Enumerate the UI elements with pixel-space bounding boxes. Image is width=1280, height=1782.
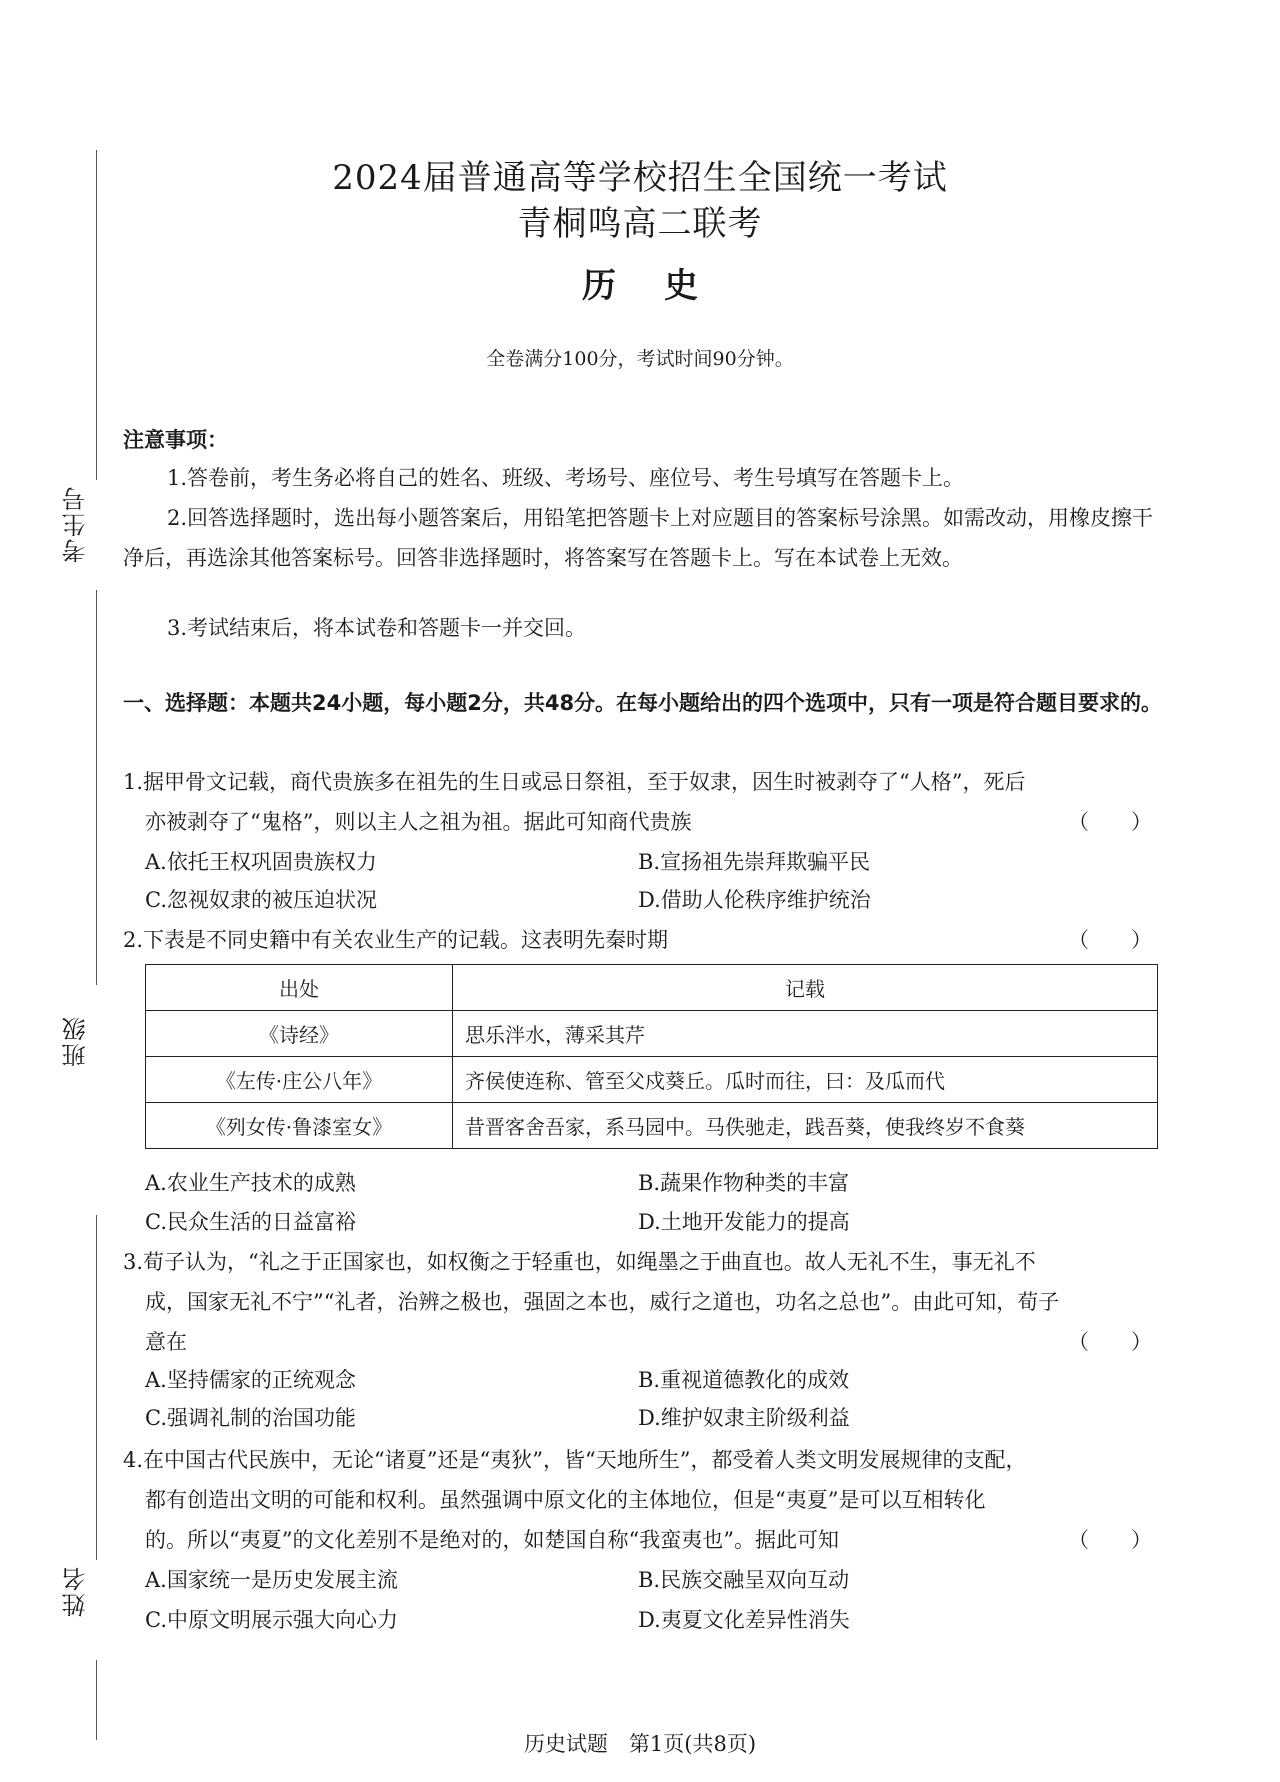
subject-char-1: 历 bbox=[582, 266, 616, 306]
q2-option-a: A.农业生产技术的成熟 bbox=[145, 1171, 356, 1195]
table-cell-source: 《左传·庄公八年》 bbox=[146, 1057, 453, 1103]
table-header-source: 出处 bbox=[146, 965, 453, 1011]
q1-stem-line-2: 亦被剥夺了“鬼格”，则以主人之祖为祖。据此可知商代贵族 bbox=[145, 810, 692, 834]
q2-answer-paren: （ ） bbox=[1068, 928, 1152, 952]
table-cell-record: 齐侯使连称、管至父戍葵丘。瓜时而往，曰：及瓜而代 bbox=[453, 1057, 1158, 1103]
margin-label-name: 姓名 bbox=[62, 1565, 90, 1617]
q1-stem-line-1: 1.据甲骨文记载，商代贵族多在祖先的生日或忌日祭祖，至于奴隶，因生时被剥夺了“人格”，死后 bbox=[123, 770, 1026, 794]
q4-option-a: A.国家统一是历史发展主流 bbox=[145, 1568, 398, 1592]
q2-stem-line-1: 2.下表是不同史籍中有关农业生产的记载。这表明先秦时期 bbox=[123, 928, 669, 952]
margin-label-class: 班级 bbox=[62, 1015, 90, 1067]
table-cell-source: 《诗经》 bbox=[146, 1011, 453, 1057]
table-row bbox=[146, 1103, 1158, 1149]
table-row bbox=[146, 1057, 1158, 1103]
exam-subtitle: 青桐鸣高二联考 bbox=[517, 204, 763, 244]
records-table bbox=[145, 964, 1158, 1149]
q3-option-a: A.坚持儒家的正统观念 bbox=[145, 1368, 356, 1392]
notes-heading: 注意事项： bbox=[123, 428, 228, 452]
subject-title bbox=[0, 258, 1280, 307]
page-footer: 历史试题 第1页(共8页) bbox=[523, 1732, 757, 1756]
table-cell-record: 思乐泮水，薄采其芹 bbox=[453, 1011, 1158, 1057]
margin-label-exam-no: 考生号 bbox=[62, 485, 90, 563]
q2-option-b: B.蔬果作物种类的丰富 bbox=[638, 1171, 850, 1195]
table-cell-source: 《列女传·鲁漆室女》 bbox=[146, 1103, 453, 1149]
q4-stem-line-2: 都有创造出文明的可能和权利。虽然强调中原文化的主体地位，但是“夷夏”是可以互相转化 bbox=[145, 1488, 986, 1512]
notes-item-1: 1.答卷前，考生务必将自己的姓名、班级、考场号、座位号、考生号填写在答题卡上。 bbox=[167, 466, 965, 490]
q1-option-c: C.忽视奴隶的被压迫状况 bbox=[145, 888, 377, 912]
table-header-row bbox=[146, 965, 1158, 1011]
exam-title: 2024届普通高等学校招生全国统一考试 bbox=[332, 158, 948, 198]
q3-stem-line-1: 3.荀子认为，“礼之于正国家也，如权衡之于轻重也，如绳墨之于曲直也。故人无礼不生，事无礼不 bbox=[123, 1250, 1036, 1274]
table-cell-record: 昔晋客舍吾家，系马园中。马佚驰走，践吾葵，使我终岁不食葵 bbox=[453, 1103, 1158, 1149]
table-row bbox=[146, 1011, 1158, 1057]
q2-option-d: D.土地开发能力的提高 bbox=[638, 1210, 850, 1234]
q4-answer-paren: （ ） bbox=[1068, 1528, 1152, 1552]
q1-option-a: A.依托王权巩固贵族权力 bbox=[145, 850, 377, 874]
q3-answer-paren: （ ） bbox=[1068, 1330, 1152, 1354]
q1-answer-paren: （ ） bbox=[1068, 810, 1152, 834]
margin-rule-middle-1 bbox=[96, 590, 97, 985]
q1-option-b: B.宣扬祖先崇拜欺骗平民 bbox=[638, 850, 871, 874]
notes-item-2: 2.回答选择题时，选出每小题答案后，用铅笔把答题卡上对应题目的答案标号涂黑。如需改动，用橡皮擦干净后，再选涂其他答案标号。回答非选择题时，将答案写在答题卡上。写在本试卷上无效。 bbox=[123, 506, 1154, 570]
table-header-record: 记载 bbox=[453, 965, 1158, 1011]
q3-option-b: B.重视道德教化的成效 bbox=[638, 1368, 850, 1392]
subject-char-2: 史 bbox=[664, 266, 698, 306]
exam-info: 全卷满分100分，考试时间90分钟。 bbox=[486, 348, 794, 370]
q4-stem-line-3: 的。所以“夷夏”的文化差别不是绝对的，如楚国自称“我蛮夷也”。据此可知 bbox=[145, 1528, 839, 1552]
margin-rule-middle-2 bbox=[96, 1215, 97, 1560]
q3-stem-line-2: 成，国家无礼不宁”“礼者，治辨之极也，强固之本也，威行之道也，功名之总也”。由此可知，荀子 bbox=[145, 1290, 1060, 1314]
section-heading: 一、选择题：本题共24小题，每小题2分，共48分。在每小题给出的四个选项中，只有一项是符合题目要求的。 bbox=[123, 691, 1163, 715]
q3-option-c: C.强调礼制的治国功能 bbox=[145, 1406, 356, 1430]
q4-stem-line-1: 4.在中国古代民族中，无论“诸夏”还是“夷狄”，皆“天地所生”，都受着人类文明发展规律的支配， bbox=[123, 1448, 1027, 1472]
q4-option-b: B.民族交融呈双向互动 bbox=[638, 1568, 850, 1592]
q3-option-d: D.维护奴隶主阶级利益 bbox=[638, 1406, 850, 1430]
q2-option-c: C.民众生活的日益富裕 bbox=[145, 1210, 356, 1234]
notes-item-3: 3.考试结束后，将本试卷和答题卡一并交回。 bbox=[167, 616, 587, 640]
q1-option-d: D.借助人伦秩序维护统治 bbox=[638, 888, 871, 912]
q4-option-d: D.夷夏文化差异性消失 bbox=[638, 1608, 850, 1632]
q4-option-c: C.中原文明展示强大向心力 bbox=[145, 1608, 398, 1632]
q3-stem-line-3: 意在 bbox=[145, 1330, 187, 1354]
